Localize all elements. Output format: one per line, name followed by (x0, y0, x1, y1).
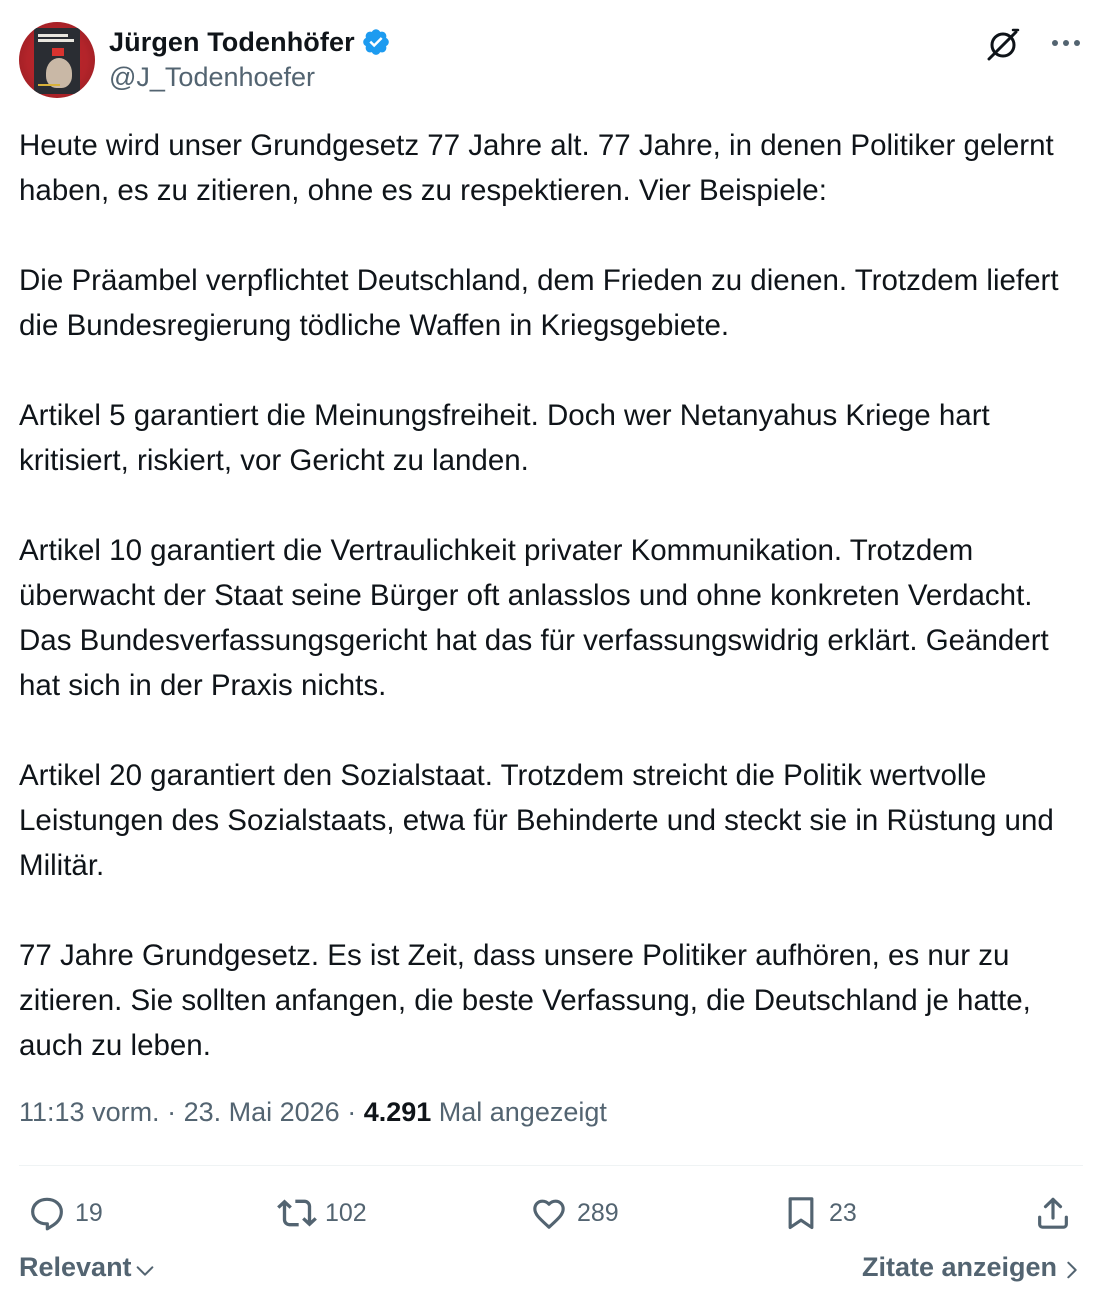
views-count: 4.291 (363, 1097, 432, 1127)
author-handle[interactable]: @J_Todenhoefer (109, 62, 316, 92)
like-count: 289 (577, 1198, 619, 1227)
tweet-date[interactable]: 23. Mai 2026 (183, 1097, 340, 1127)
tweet-paragraph: Heute wird unser Grundgesetz 77 Jahre alt. 77 Jahre, in denen Politiker gelernt haben, es zu zitieren, ohne es zu respektieren. Vier Beispiele: (19, 129, 1062, 207)
views-label: Mal angezeigt (431, 1097, 607, 1127)
sort-label: Relevant (19, 1252, 132, 1282)
author-display-name[interactable]: Jürgen Todenhöfer (109, 26, 355, 57)
divider (19, 1165, 1083, 1166)
meta-separator: · (159, 1097, 184, 1127)
tweet-paragraph: Artikel 5 garantiert die Meinungsfreiheit. Doch wer Netanyahus Kriege hart kritisiert, riskiert, vor Gericht zu landen. (19, 399, 998, 477)
meta-separator: · (339, 1097, 364, 1127)
tweet-paragraph: Artikel 10 garantiert die Vertraulichkeit privater Kommunikation. Trotzdem überwacht der Staat seine Bürger oft anlasslos und ohne konkreten Verdacht. Das Bundesverfassungsgericht hat das für verfassungswidrig erklärt. Geändert hat sich in der Praxis nichts. (19, 534, 1057, 702)
repost-icon (277, 1193, 317, 1233)
like-button[interactable] (529, 1190, 619, 1236)
bookmark-count: 23 (829, 1198, 857, 1227)
heart-icon (529, 1193, 569, 1233)
action-bar (19, 1190, 1083, 1236)
avatar[interactable] (19, 22, 95, 98)
repost-count: 102 (325, 1198, 367, 1227)
tweet-footer (19, 1252, 1083, 1292)
share-icon (1033, 1193, 1073, 1233)
grok-icon[interactable] (985, 26, 1021, 62)
more-options-icon[interactable] (1049, 28, 1083, 58)
bookmark-icon (781, 1193, 821, 1233)
tweet-time[interactable]: 11:13 vorm. (19, 1097, 160, 1127)
tweet-header (19, 22, 1083, 100)
tweet-text (19, 123, 1089, 1068)
chevron-right-icon (1061, 1259, 1083, 1281)
bookmark-button[interactable] (781, 1190, 857, 1236)
chevron-down-icon (134, 1260, 156, 1282)
share-button[interactable] (1033, 1190, 1073, 1236)
quotes-label: Zitate anzeigen (861, 1252, 1057, 1282)
tweet-meta (19, 1097, 607, 1128)
reply-count: 19 (75, 1198, 103, 1227)
author-block (109, 24, 391, 93)
tweet-paragraph: Artikel 20 garantiert den Sozialstaat. Trotzdem streicht die Politik wertvolle Leistungen des Sozialstaats, etwa für Behinderte und steckt sie in Rüstung und Militär. (19, 759, 1062, 882)
reply-button[interactable] (27, 1190, 103, 1236)
book-cover-avatar-icon (34, 28, 80, 94)
verified-badge-icon[interactable] (361, 27, 391, 57)
tweet-paragraph: 77 Jahre Grundgesetz. Es ist Zeit, dass unsere Politiker aufhören, es nur zu zitieren. Sie sollten anfangen, die beste Verfassung, die Deutschland je hatte, auch zu leben. (19, 939, 1040, 1062)
tweet-paragraph: Die Präambel verpflichtet Deutschland, dem Frieden zu dienen. Trotzdem liefert die Bundesregierung tödliche Waffen in Kriegsgebiete. (19, 264, 1067, 342)
sort-dropdown[interactable] (19, 1252, 156, 1283)
repost-button[interactable] (277, 1190, 367, 1236)
show-quotes-link[interactable] (862, 1252, 1083, 1283)
reply-icon (27, 1193, 67, 1233)
